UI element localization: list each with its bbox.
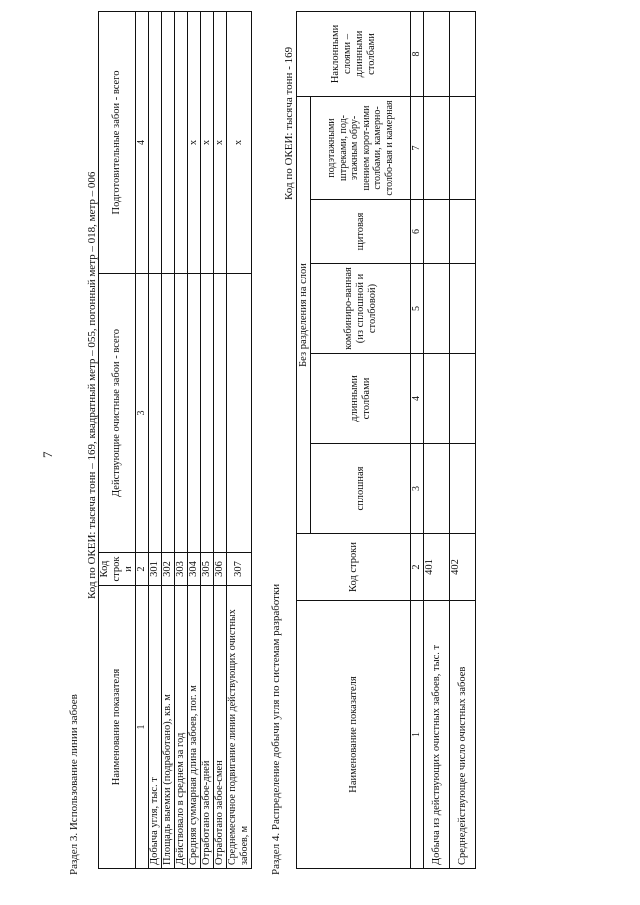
s4-header-col6: щитовая (311, 200, 411, 264)
table-row (214, 12, 227, 869)
row-cell (450, 96, 476, 199)
row-prep-value (149, 12, 162, 274)
row-name: Добыча из действующих очистных забоев, тыс. т (424, 601, 450, 869)
s4-colnum: 6 (411, 200, 424, 264)
section4-okei: Код по ОКЕИ: тысяча тонн - 169 (283, 46, 295, 200)
s4-colnum: 7 (411, 96, 424, 199)
s4-header-name: Наименование показателя (297, 601, 411, 869)
row-name: Отработано забое-дней (201, 586, 214, 869)
row-cell (424, 96, 450, 199)
row-code: 305 (201, 553, 214, 586)
table-row (227, 12, 252, 869)
row-prep-value (162, 12, 175, 274)
section3-okei: Код по ОКЕИ: тысяча тонн – 169, квадратный метр – 055, погонный метр – 018, метр – 006 (86, 171, 98, 599)
row-name: Добыча угля, тыс. т (149, 586, 162, 869)
row-active-value (227, 274, 252, 553)
page-number: 7 (40, 451, 55, 458)
s3-colnum: 1 (136, 586, 149, 869)
row-prep-value: x (201, 12, 214, 274)
s4-colnum: 2 (411, 534, 424, 601)
s4-header-col3: сплошная (311, 444, 411, 534)
row-cell (424, 11, 450, 96)
row-name: Действовало в среднем за год (175, 586, 188, 869)
row-code: 304 (188, 553, 201, 586)
row-active-value (175, 274, 188, 553)
s4-colnum: 5 (411, 264, 424, 354)
s4-colnum: 3 (411, 444, 424, 534)
row-code: 306 (214, 553, 227, 586)
row-cell (450, 264, 476, 354)
s4-colnum: 1 (411, 601, 424, 869)
row-active-value (214, 274, 227, 553)
row-cell (450, 200, 476, 264)
row-code: 307 (227, 553, 252, 586)
table-row (450, 11, 476, 868)
row-code: 402 (450, 534, 476, 601)
row-prep-value: x (214, 12, 227, 274)
s4-header-col4: длинными столбами (311, 354, 411, 444)
row-prep-value: x (227, 12, 252, 274)
row-cell (450, 11, 476, 96)
row-active-value (201, 274, 214, 553)
row-prep-value (175, 12, 188, 274)
s3-header-code: Код строки (99, 553, 136, 586)
row-cell (450, 444, 476, 534)
s4-header-group: Без разделения на слои (297, 96, 311, 533)
row-name: Среднедействующее число очистных забоев (450, 601, 476, 869)
s3-colnum: 3 (136, 274, 149, 553)
row-code: 303 (175, 553, 188, 586)
row-code: 401 (424, 534, 450, 601)
row-active-value (162, 274, 175, 553)
s3-colnum: 2 (136, 553, 149, 586)
table-row (149, 12, 162, 869)
row-active-value (188, 274, 201, 553)
s3-header-prep: Подготовительные забои - всего (99, 12, 136, 274)
s3-colnum: 4 (136, 12, 149, 274)
table-row (188, 12, 201, 869)
row-name: Отработано забое-смен (214, 586, 227, 869)
table-row (201, 12, 214, 869)
row-cell (424, 200, 450, 264)
section4-title: Раздел 4. Распределение добычи угля по системам разработки (270, 583, 282, 875)
s4-header-col8: Наклонными слоями – длинными столбами (297, 11, 411, 96)
table-row (162, 12, 175, 869)
row-code: 301 (149, 553, 162, 586)
table-row (424, 11, 450, 868)
row-prep-value: x (188, 12, 201, 274)
row-cell (424, 444, 450, 534)
s4-header-code: Код строки (297, 534, 411, 601)
s4-header-col5: комбиниро-ванная (из сплошной и столбовой) (311, 264, 411, 354)
row-name: Площадь выемки (подработано), кв. м (162, 586, 175, 869)
section3-title: Раздел 3. Использование линии забоев (68, 694, 80, 875)
s3-header-active: Действующие очистные забои - всего (99, 274, 136, 553)
row-cell (424, 354, 450, 444)
row-name: Среднемесячное подвигание линии действующих очистных забоев, м (227, 586, 252, 869)
section4-table (296, 11, 476, 869)
row-code: 302 (162, 553, 175, 586)
s4-colnum: 4 (411, 354, 424, 444)
s4-colnum: 8 (411, 11, 424, 96)
section3-table (98, 11, 252, 869)
s4-header-col7: подэтажными штреками, под-этажным обру-шением корот-кими столбами, камерно-столбо-вая и камерная (311, 96, 411, 199)
table-row (175, 12, 188, 869)
row-name: Средняя суммарная длина забоев, пог. м (188, 586, 201, 869)
s3-header-name: Наименование показателя (99, 586, 136, 869)
row-cell (424, 264, 450, 354)
row-active-value (149, 274, 162, 553)
row-cell (450, 354, 476, 444)
